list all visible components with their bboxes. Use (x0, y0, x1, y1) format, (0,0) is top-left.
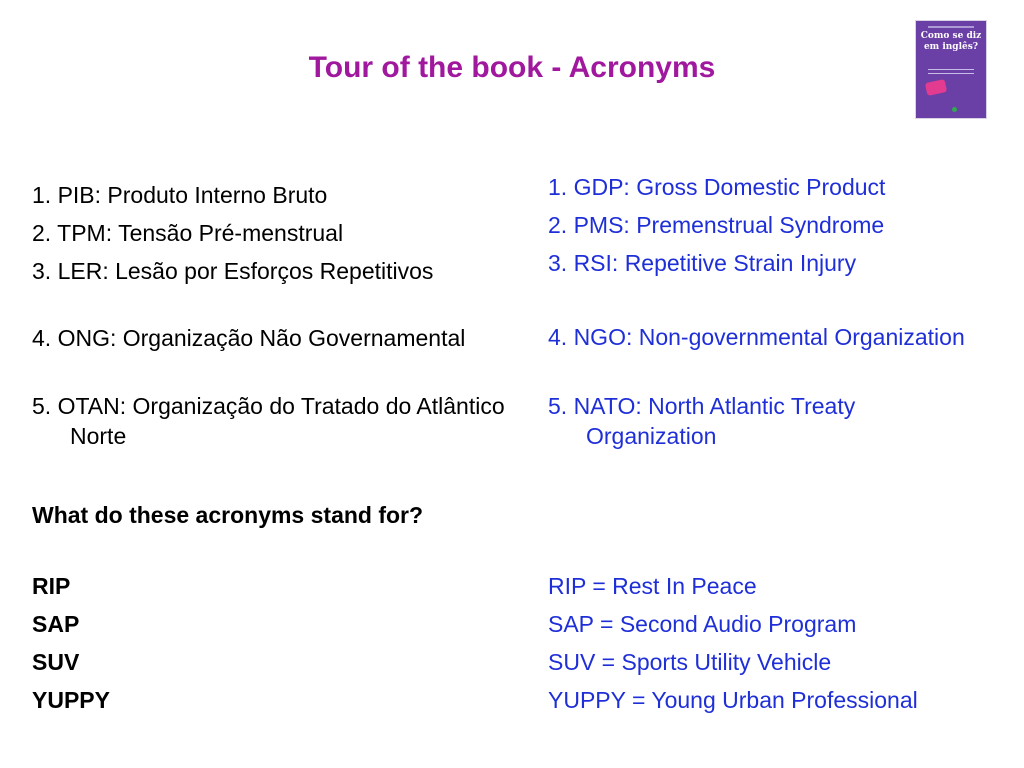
en-acronym-item: 3. RSI: Repetitive Strain Injury (548, 250, 857, 276)
pt-acronym-item: 4. ONG: Organização Não Governamental (32, 325, 466, 351)
book-cover-image (916, 21, 986, 118)
pt-acronym-item: 1. PIB: Produto Interno Bruto (32, 182, 328, 208)
book-cover-title: Como se diz em inglês? (920, 31, 982, 52)
quiz-answer: SUV = Sports Utility Vehicle (548, 649, 832, 675)
quiz-acronym: RIP (32, 573, 71, 599)
en-acronym-item: 5. NATO: North Atlantic Treaty Organization (548, 393, 856, 449)
pt-acronym-item: 3. LER: Lesão por Esforços Repetitivos (32, 258, 434, 284)
en-acronym-item: 1. GDP: Gross Domestic Product (548, 174, 886, 200)
cover-subtitle-line (928, 69, 974, 70)
slide-title: Tour of the book - Acronyms (308, 51, 716, 84)
quiz-answer: YUPPY = Young Urban Professional (548, 687, 918, 713)
quiz-answer: SAP = Second Audio Program (548, 611, 857, 637)
en-acronym-item: 4. NGO: Non-governmental Organization (548, 324, 965, 350)
quiz-acronym: YUPPY (32, 687, 110, 713)
publisher-logo-icon (952, 107, 957, 112)
pt-acronym-item: 5. OTAN: Organização do Tratado do Atlântico Norte (32, 393, 505, 449)
cover-sticker (925, 79, 947, 96)
cover-author-strip (928, 26, 974, 28)
quiz-acronym: SUV (32, 649, 80, 675)
en-acronym-item: 2. PMS: Premenstrual Syndrome (548, 212, 885, 238)
quiz-acronym: SAP (32, 611, 80, 637)
pt-acronym-item: 2. TPM: Tensão Pré-menstrual (32, 220, 344, 246)
cover-subtitle-line (928, 73, 974, 74)
quiz-answer: RIP = Rest In Peace (548, 573, 757, 599)
quiz-question: What do these acronyms stand for? (32, 502, 424, 528)
